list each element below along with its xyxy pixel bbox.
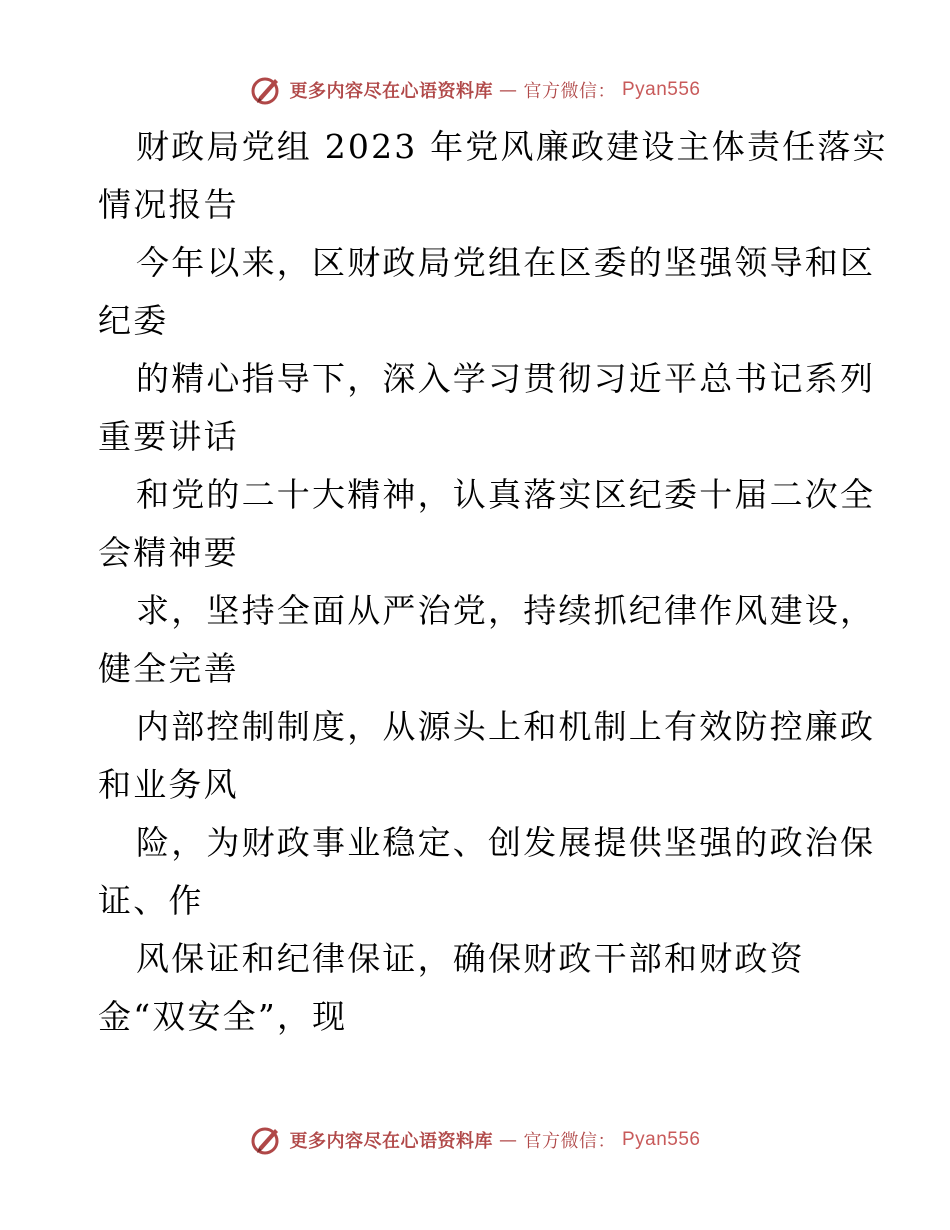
paragraph-line: 金“双安全”，现: [98, 997, 348, 1036]
watermark-wechat-id: Pyan556: [621, 79, 701, 100]
paragraph-line: 险，为财政事业稳定、创发展提供坚强的政治保: [136, 823, 876, 862]
paragraph-line: 求，坚持全面从严治党，持续抓纪律作风建设，: [136, 591, 876, 630]
paragraph-line: 和业务风: [98, 765, 239, 804]
paragraph-line: 今年以来，区财政局党组在区委的坚强领导和区: [136, 243, 876, 282]
pen-logo-icon: [249, 73, 283, 107]
paragraph-line: 健全完善: [98, 649, 239, 688]
footer-watermark: [0, 1120, 950, 1160]
paragraph-line: 风保证和纪律保证，确保财政干部和财政资: [136, 939, 805, 978]
watermark-main-text: 更多内容尽在心语资料库: [289, 1131, 493, 1152]
paragraph-line: 证、作: [98, 881, 204, 920]
watermark-dash: —: [498, 79, 518, 101]
paragraph-line: 重要讲话: [98, 417, 239, 456]
header-watermark: [0, 70, 950, 110]
watermark-official-label: 官方微信：: [523, 1131, 616, 1152]
document-body: [98, 118, 888, 1046]
watermark-official-label: 官方微信：: [523, 81, 616, 102]
paragraph-line: 和党的二十大精神，认真落实区纪委十届二次全: [136, 475, 876, 514]
pen-logo-icon: [249, 1123, 283, 1157]
paragraph-line: 的精心指导下，深入学习贯彻习近平总书记系列: [136, 359, 876, 398]
paragraph-line: 会精神要: [98, 533, 239, 572]
watermark-dash: —: [498, 1129, 518, 1151]
watermark-wechat-id: Pyan556: [621, 1129, 701, 1150]
watermark-main-text: 更多内容尽在心语资料库: [289, 81, 493, 102]
title-line-1: 财政局党组 2023 年党风廉政建设主体责任落实: [136, 127, 888, 166]
title-line-2: 情况报告: [98, 185, 239, 224]
paragraph-line: 纪委: [98, 301, 169, 340]
paragraph-line: 内部控制制度，从源头上和机制上有效防控廉政: [136, 707, 876, 746]
